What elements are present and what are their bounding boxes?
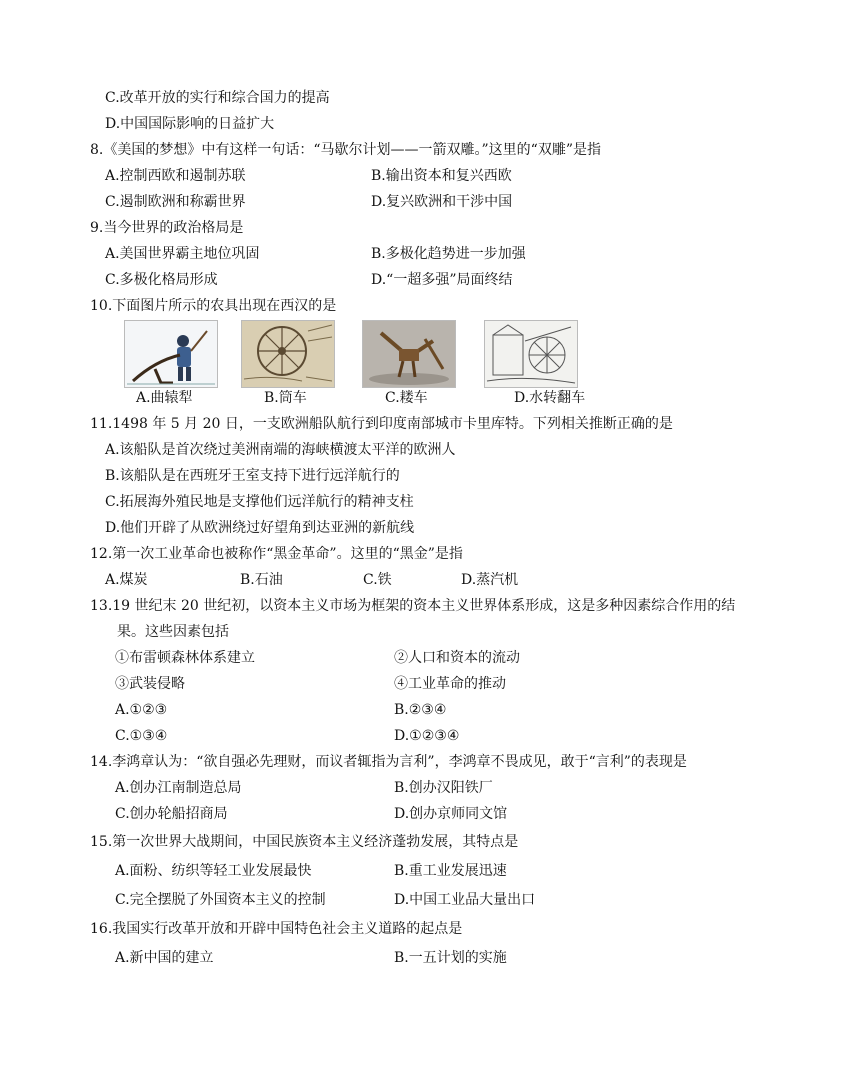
q15-stem: 15.第一次世界大战期间，中国民族资本主义经济蓬勃发展，其特点是 bbox=[90, 834, 519, 850]
q8-option-d: D.复兴欧洲和干涉中国 bbox=[371, 194, 513, 210]
q10-caption-a: A.曲辕犁 bbox=[136, 390, 193, 406]
prev-option-d: D.中国国际影响的日益扩大 bbox=[105, 116, 275, 132]
seed-drill-photo bbox=[362, 320, 456, 388]
q12-option-c: C.铁 bbox=[363, 572, 392, 588]
q15-option-c: C.完全摆脱了外国资本主义的控制 bbox=[115, 892, 326, 908]
q14-option-a: A.创办江南制造总局 bbox=[115, 780, 242, 796]
q8-option-a: A.控制西欧和遏制苏联 bbox=[105, 168, 246, 184]
q11-option-d: D.他们开辟了从欧洲绕过好望角到达亚洲的新航线 bbox=[105, 520, 415, 536]
q10-caption-b: B.筒车 bbox=[264, 390, 307, 406]
q13-item-4: ④工业革命的推动 bbox=[394, 676, 506, 692]
q12-option-a: A.煤炭 bbox=[105, 572, 148, 588]
water-powered-pump-illustration bbox=[484, 320, 578, 388]
q11-stem: 11.1498 年 5 月 20 日，一支欧洲船队航行到印度南部城市卡里库特。下列相关推断正确的是 bbox=[90, 416, 673, 432]
q8-option-c: C.遏制欧洲和称霸世界 bbox=[105, 194, 246, 210]
q9-option-a: A.美国世界霸主地位巩固 bbox=[105, 246, 260, 262]
plough-illustration bbox=[124, 320, 218, 388]
q9-option-b: B.多极化趋势进一步加强 bbox=[371, 246, 526, 262]
water-wheel-illustration bbox=[241, 320, 335, 388]
q13-option-c: C.①③④ bbox=[115, 728, 168, 744]
q13-stem-line2: 果。这些因素包括 bbox=[117, 624, 229, 640]
q14-stem: 14.李鸿章认为：“欲自强必先理财，而议者辄指为言利”，李鸿章不畏成见，敢于“言利”的表现是 bbox=[90, 754, 687, 770]
prev-option-c: C.改革开放的实行和综合国力的提高 bbox=[105, 90, 330, 106]
q15-option-d: D.中国工业品大量出口 bbox=[394, 892, 536, 908]
q14-option-c: C.创办轮船招商局 bbox=[115, 806, 228, 822]
q11-option-b: B.该船队是在西班牙王室支持下进行远洋航行的 bbox=[105, 468, 400, 484]
q11-option-a: A.该船队是首次绕过美洲南端的海峡横渡太平洋的欧洲人 bbox=[105, 442, 456, 458]
q13-option-a: A.①②③ bbox=[115, 702, 168, 718]
q13-item-2: ②人口和资本的流动 bbox=[394, 650, 520, 666]
q8-stem: 8.《美国的梦想》中有这样一句话：“马歇尔计划——一箭双雕。”这里的“双雕”是指 bbox=[90, 142, 601, 158]
q13-item-3: ③武装侵略 bbox=[115, 676, 185, 692]
q16-option-a: A.新中国的建立 bbox=[115, 950, 214, 966]
q16-option-b: B.一五计划的实施 bbox=[394, 950, 507, 966]
q9-option-c: C.多极化格局形成 bbox=[105, 272, 218, 288]
q15-option-b: B.重工业发展迅速 bbox=[394, 863, 507, 879]
q16-stem: 16.我国实行改革开放和开辟中国特色社会主义道路的起点是 bbox=[90, 921, 463, 937]
q13-option-b: B.②③④ bbox=[394, 702, 447, 718]
q14-option-b: B.创办汉阳铁厂 bbox=[394, 780, 493, 796]
q13-item-1: ①布雷顿森林体系建立 bbox=[115, 650, 255, 666]
q12-stem: 12.第一次工业革命也被称作“黑金革命”。这里的“黑金”是指 bbox=[90, 546, 463, 562]
q10-caption-d: D.水转翻车 bbox=[514, 390, 586, 406]
q12-option-d: D.蒸汽机 bbox=[461, 572, 519, 588]
q10-stem: 10.下面图片所示的农具出现在西汉的是 bbox=[90, 298, 337, 314]
q13-option-d: D.①②③④ bbox=[394, 728, 460, 744]
q9-option-d: D.“一超多强”局面终结 bbox=[371, 272, 513, 288]
q11-option-c: C.拓展海外殖民地是支撑他们远洋航行的精神支柱 bbox=[105, 494, 414, 510]
q12-option-b: B.石油 bbox=[240, 572, 283, 588]
q15-option-a: A.面粉、纺织等轻工业发展最快 bbox=[115, 863, 312, 879]
q14-option-d: D.创办京师同文馆 bbox=[394, 806, 508, 822]
q9-stem: 9.当今世界的政治格局是 bbox=[90, 220, 244, 236]
q13-stem-line1: 13.19 世纪末 20 世纪初，以资本主义市场为框架的资本主义世界体系形成，这是多种因素综合作用的结 bbox=[90, 598, 736, 614]
q8-option-b: B.输出资本和复兴西欧 bbox=[371, 168, 512, 184]
q10-caption-c: C.耧车 bbox=[385, 390, 428, 406]
